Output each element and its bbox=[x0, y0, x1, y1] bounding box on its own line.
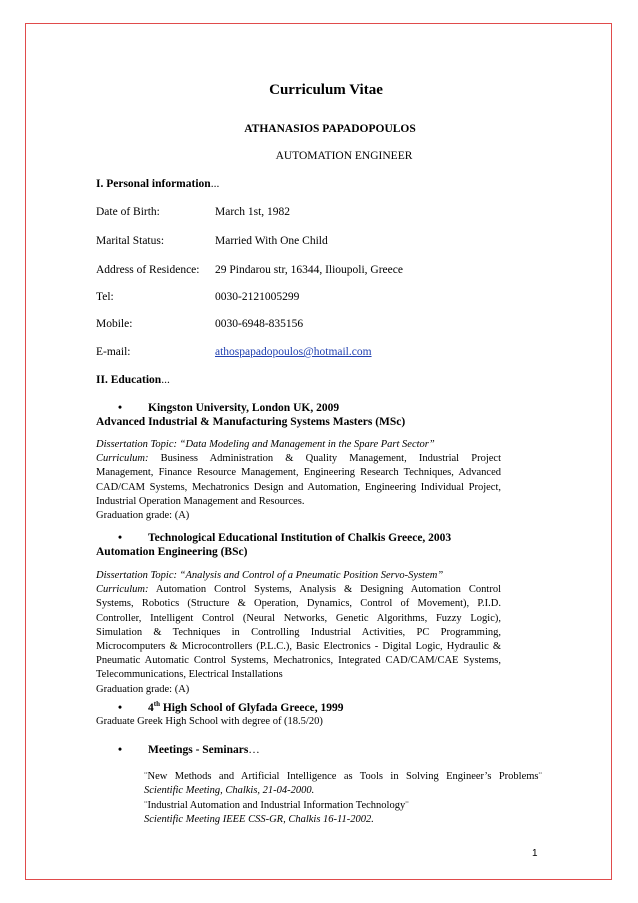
bullet-icon: • bbox=[118, 701, 123, 714]
bsc-curriculum-line-3: Controller, Intelligent Control (Neural Networks, Genetic Algorithms, Fuzzy Logic), bbox=[96, 612, 501, 624]
address-label: Address of Residence: bbox=[96, 264, 200, 276]
msc-curriculum-line-2: Management, Finance Resource Management, Engineering Research Techniques, Advanced bbox=[96, 467, 501, 479]
msc-curriculum-line-3: CAD/CAM Systems, Mechatronics Design and Automation, Engineering Individual Project, bbox=[96, 481, 501, 493]
bullet-icon: • bbox=[118, 532, 123, 544]
msc-degree: Advanced Industrial & Manufacturing Systems Masters (MSc) bbox=[96, 416, 406, 428]
bsc-grade: Graduation grade: (A) bbox=[96, 683, 190, 695]
bsc-dissertation: Dissertation Topic: “Analysis and Control of a Pneumatic Position Servo-System” bbox=[96, 570, 444, 581]
bsc-school bbox=[118, 532, 451, 544]
mobile-label: Mobile: bbox=[96, 318, 133, 330]
bsc-curriculum-line-1: Automation Control Systems, Analysis & Designing Automation Control bbox=[148, 584, 501, 596]
email-link[interactable]: athospapadopoulos@hotmail.com bbox=[215, 346, 372, 358]
seminar-1-meta: Scientific Meeting, Chalkis, 21-04-2000. bbox=[144, 785, 315, 797]
msc-dissertation: Dissertation Topic: “Data Modeling and Management in the Spare Part Sector” bbox=[96, 439, 435, 450]
msc-curriculum-line-4: Industrial Operation Management and Resources. bbox=[96, 495, 305, 507]
bsc-degree: Automation Engineering (BSc) bbox=[96, 546, 248, 558]
bsc-curriculum-line-5: Microcomputers & Microcontrollers (P.L.C.), Basic Electronics - Digital Logic, Hydraulic & bbox=[96, 641, 501, 653]
education-heading-dots: ... bbox=[161, 374, 170, 386]
seminar-2-title: ¨Industrial Automation and Industrial Information Technology¨ bbox=[144, 799, 409, 811]
seminar-2-meta: Scientific Meeting IEEE CSS-GR, Chalkis 16-11-2002. bbox=[144, 814, 374, 826]
bsc-curriculum-line-2: Systems, Robotics (Structure & Operation, Dynamics, Control of Movement), P.I.D. bbox=[96, 598, 501, 610]
mobile-value: 0030-6948-835156 bbox=[215, 318, 304, 330]
highschool-sup: th bbox=[153, 700, 160, 708]
msc-curriculum-label: Curriculum: bbox=[96, 453, 149, 465]
dob-label: Date of Birth: bbox=[96, 206, 160, 218]
seminars-heading-text: Meetings - Seminars bbox=[148, 744, 249, 756]
marital-label: Marital Status: bbox=[96, 235, 165, 247]
document-title: Curriculum Vitae bbox=[269, 82, 383, 98]
bsc-curriculum-line-6: Pneumatic Automatic Control Systems, Mechatronics, Integrated CAD/CAM/CAE Systems, bbox=[96, 655, 501, 667]
seminars-list bbox=[144, 770, 542, 828]
dob-value: March 1st, 1982 bbox=[215, 206, 291, 218]
bullet-icon: • bbox=[118, 402, 123, 414]
highschool-rest: High School of Glyfada Greece, 1999 bbox=[159, 701, 344, 714]
bsc-curriculum-label: Curriculum: bbox=[96, 584, 149, 596]
person-role: AUTOMATION ENGINEER bbox=[275, 150, 413, 162]
seminar-1-title: ¨New Methods and Artificial Intelligence as Tools in Solving Engineer’s Problems¨ bbox=[144, 771, 542, 782]
bsc-curriculum-line-4: Simulation & Techniques in Controlling Industrial Activities, PC Programming, bbox=[96, 626, 501, 638]
msc-grade: Graduation grade: (A) bbox=[96, 510, 190, 522]
page-number: 1 bbox=[532, 848, 538, 859]
address-value: 29 Pindarou str, 16344, Ilioupoli, Greece bbox=[215, 264, 403, 276]
seminars-heading-dots: … bbox=[248, 744, 260, 756]
person-name: ATHANASIOS PAPADOPOULOS bbox=[244, 123, 416, 135]
bsc-details bbox=[96, 569, 501, 697]
msc-school bbox=[118, 402, 339, 414]
tel-label: Tel: bbox=[96, 291, 114, 303]
highschool-title bbox=[118, 700, 343, 714]
msc-curriculum-line bbox=[96, 452, 501, 466]
personal-heading bbox=[96, 178, 219, 190]
education-heading bbox=[96, 374, 170, 386]
seminars-heading bbox=[118, 744, 260, 756]
personal-heading-text: I. Personal information bbox=[96, 178, 211, 190]
msc-curriculum-line-1: Business Administration & Quality Management, Industrial Project bbox=[148, 453, 501, 465]
email-label: E-mail: bbox=[96, 346, 131, 358]
msc-details bbox=[96, 438, 501, 523]
marital-value: Married With One Child bbox=[215, 235, 328, 247]
bsc-curriculum-line-7: Telecommunications, Electrical Installations bbox=[96, 669, 283, 681]
highschool-detail: Graduate Greek High School with degree of (18.5/20) bbox=[96, 716, 323, 727]
highschool-num: 4 bbox=[148, 701, 154, 714]
tel-value: 0030-2121005299 bbox=[215, 291, 300, 303]
bullet-icon: • bbox=[118, 744, 123, 756]
msc-school-text: Kingston University, London UK, 2009 bbox=[148, 402, 340, 414]
personal-heading-dots: ... bbox=[210, 178, 220, 190]
education-heading-text: II. Education bbox=[96, 374, 162, 386]
bsc-curriculum-line bbox=[96, 583, 501, 597]
bsc-school-text: Technological Educational Institution of Chalkis Greece, 2003 bbox=[148, 532, 452, 544]
